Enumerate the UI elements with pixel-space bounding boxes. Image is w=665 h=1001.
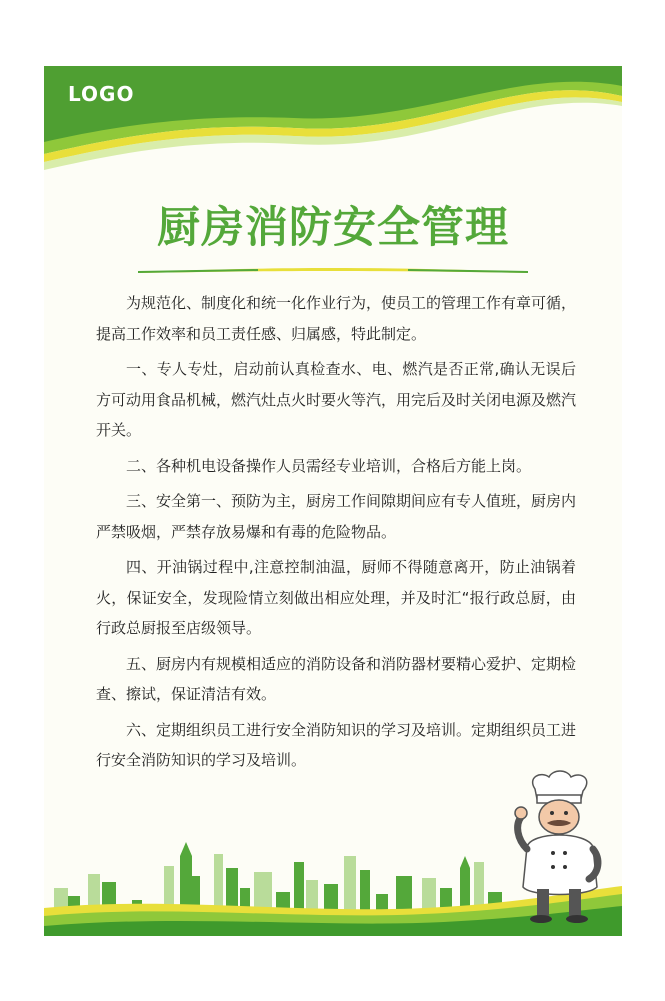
rule-3: 三、安全第一、预防为主，厨房工作间隙期间应有专人值班，厨房内严禁吸烟，严禁存放易爆和有毒的危险物品。 [96,492,577,541]
page-title: 厨房消防安全管理 [157,203,509,253]
regulations-text [96,288,576,781]
chef-illustration [507,769,607,929]
intro-paragraph: 为规范化、制度化和统一化作业行为，使员工的管理工作有章可循，提高工作效率和员工责任感、归属感，特此制定。 [96,294,577,343]
rule-2: 二、各种机电设备操作人员需经专业培训，合格后方能上岗。 [126,456,532,475]
rule-6: 六、定期组织员工进行安全消防知识的学习及培训。定期组织员工进行安全消防知识的学习及培训。 [96,720,577,769]
rule-5: 五、厨房内有规模相适应的消防设备和消防器材要精心爱护、定期检查、擦试，保证清洁有效。 [96,654,577,703]
poster [44,66,622,936]
logo: LOGO [68,82,135,106]
title-underline [138,266,528,274]
rule-1: 一、专人专灶，启动前认真检查水、电、燃汽是否正常,确认无误后方可动用食品机械，燃汽灶点火时要火等汽，用完后及时关闭电源及燃汽开关。 [96,360,577,439]
rule-4: 四、开油锅过程中,注意控制油温，厨师不得随意离开，防止油锅着火，保证安全，发现险情立刻做出相应处理，并及时汇“报行政总厨，由行政总厨报至店级领导。 [96,558,576,637]
